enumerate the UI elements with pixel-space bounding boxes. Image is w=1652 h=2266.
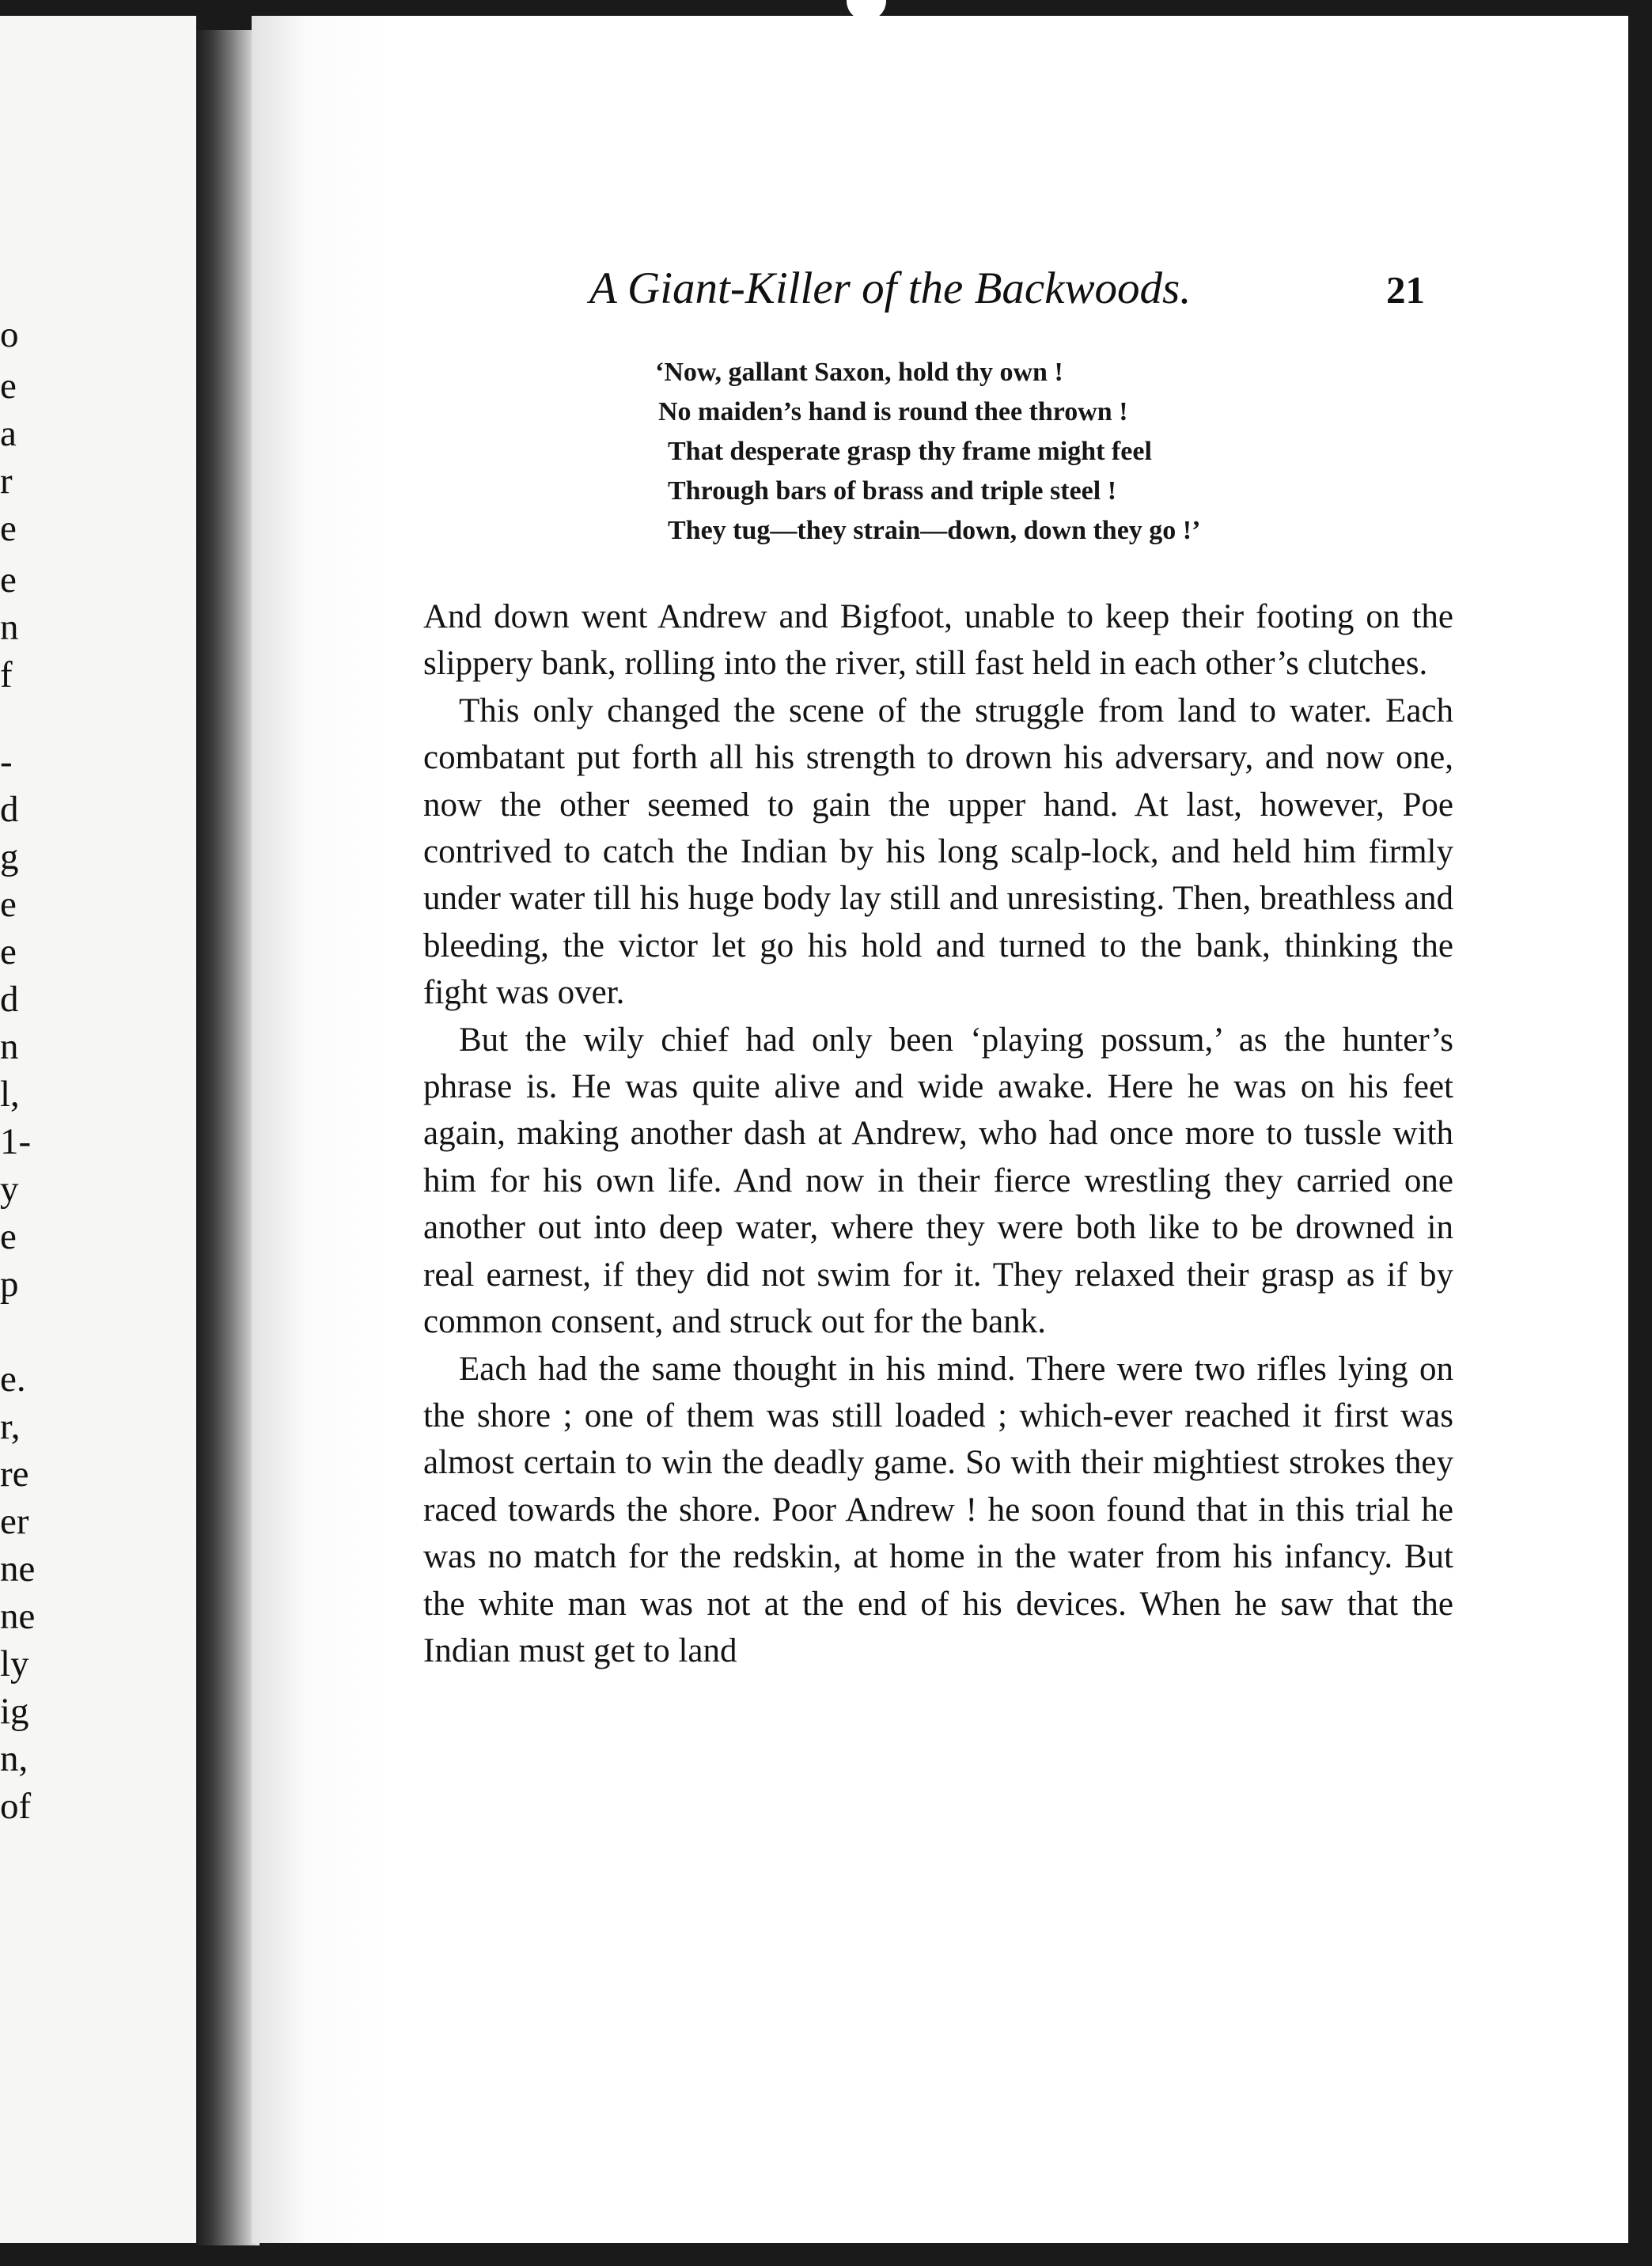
verse-quotation: [649, 353, 1200, 551]
left-page-fragment: n: [0, 1026, 19, 1067]
book-gutter: [196, 30, 260, 2245]
left-page-fragment: o: [0, 314, 19, 355]
verse-line: ‘Now, gallant Saxon, hold thy own !: [655, 358, 1063, 387]
left-page-fragment: y: [0, 1169, 19, 1210]
left-page-fragment: f: [0, 654, 13, 695]
paragraph: But the wily chief had only been ‘playing possum,’ as the hunter’s phrase is. He was quite alive and wide awake. Here he was on his feet again, making another dash at Andrew, who had once more to tussle with him for his own life. And now in their fierce wrestling they carried one another out into deep water, where they were both like to be drowned in real earnest, if they did not swim for it. They relaxed their grasp as if by common consent, and struck out for the bank.: [423, 1021, 1453, 1341]
left-page-fragment: a: [0, 413, 17, 454]
left-page-fragment: e.: [0, 1358, 26, 1400]
left-page-fragment: r: [0, 460, 13, 502]
left-page-fragment: ne: [0, 1596, 36, 1637]
verse-line: No maiden’s hand is round thee thrown !: [658, 397, 1128, 426]
running-head: A Giant-Killer of the Backwoods.: [589, 263, 1192, 313]
paragraph: And down went Andrew and Bigfoot, unable to keep their footing on the slippery bank, rolling into the river, still fast held in each other’s clutches.: [423, 598, 1453, 683]
left-page-fragment: 1-: [0, 1121, 32, 1162]
left-page-fragment: g: [0, 836, 19, 877]
page-number: 21: [1386, 268, 1425, 312]
left-page-fragment: d: [0, 789, 19, 830]
left-page-fragment: e: [0, 884, 17, 925]
left-page-fragment: er: [0, 1501, 29, 1542]
left-page-fragment: ne: [0, 1548, 36, 1590]
left-page-fragment: e: [0, 559, 17, 601]
left-page-fragment: r,: [0, 1406, 21, 1447]
left-page-fragment: e: [0, 931, 17, 972]
verse-line: They tug—they strain—down, down they go !’: [668, 516, 1201, 545]
left-page-fragment: ly: [0, 1643, 29, 1684]
left-page-fragment: re: [0, 1453, 29, 1495]
left-page-fragment: n,: [0, 1738, 28, 1779]
left-page-fragment: d: [0, 979, 19, 1020]
left-page-fragment: ig: [0, 1691, 29, 1732]
left-page-fragment: p: [0, 1264, 19, 1305]
verse-line: That desperate grasp thy frame might feel: [668, 437, 1152, 466]
left-page-fragment: n: [0, 607, 19, 648]
left-page-fragment: of: [0, 1786, 32, 1827]
left-page-fragment: -: [0, 741, 13, 782]
left-page-fragment: e: [0, 1216, 17, 1257]
left-page-fragment: l,: [0, 1074, 20, 1115]
verse-line: Through bars of brass and triple steel !: [668, 476, 1117, 506]
paragraph: Each had the same thought in his mind. There were two rifles lying on the shore ; one of them was still loaded ; which-ever reached it first was almost certain to win the deadly game. So with their mightiest strokes they raced towards the shore. Poor Andrew ! he soon found that in this trial he was no match for the redskin, at home in the water from his infancy. But the white man was not at the end of his devices. When he saw that the Indian must get to land: [423, 1350, 1453, 1669]
left-page-fragment: e: [0, 366, 17, 407]
body-text: [423, 593, 1453, 1674]
left-page-fragment: e: [0, 508, 17, 549]
paragraph: This only changed the scene of the struggle from land to water. Each combatant put forth all his strength to drown his adversary, and now one, now the other seemed to gain the upper hand. At last, however, Poe contrived to catch the Indian by his long scalp-lock, and held him firmly under water till his huge body lay still and unresisting. Then, breathless and bleeding, the victor let go his hold and turned to the bank, thinking the fight was over.: [423, 692, 1453, 1012]
left-page: [0, 16, 196, 2243]
